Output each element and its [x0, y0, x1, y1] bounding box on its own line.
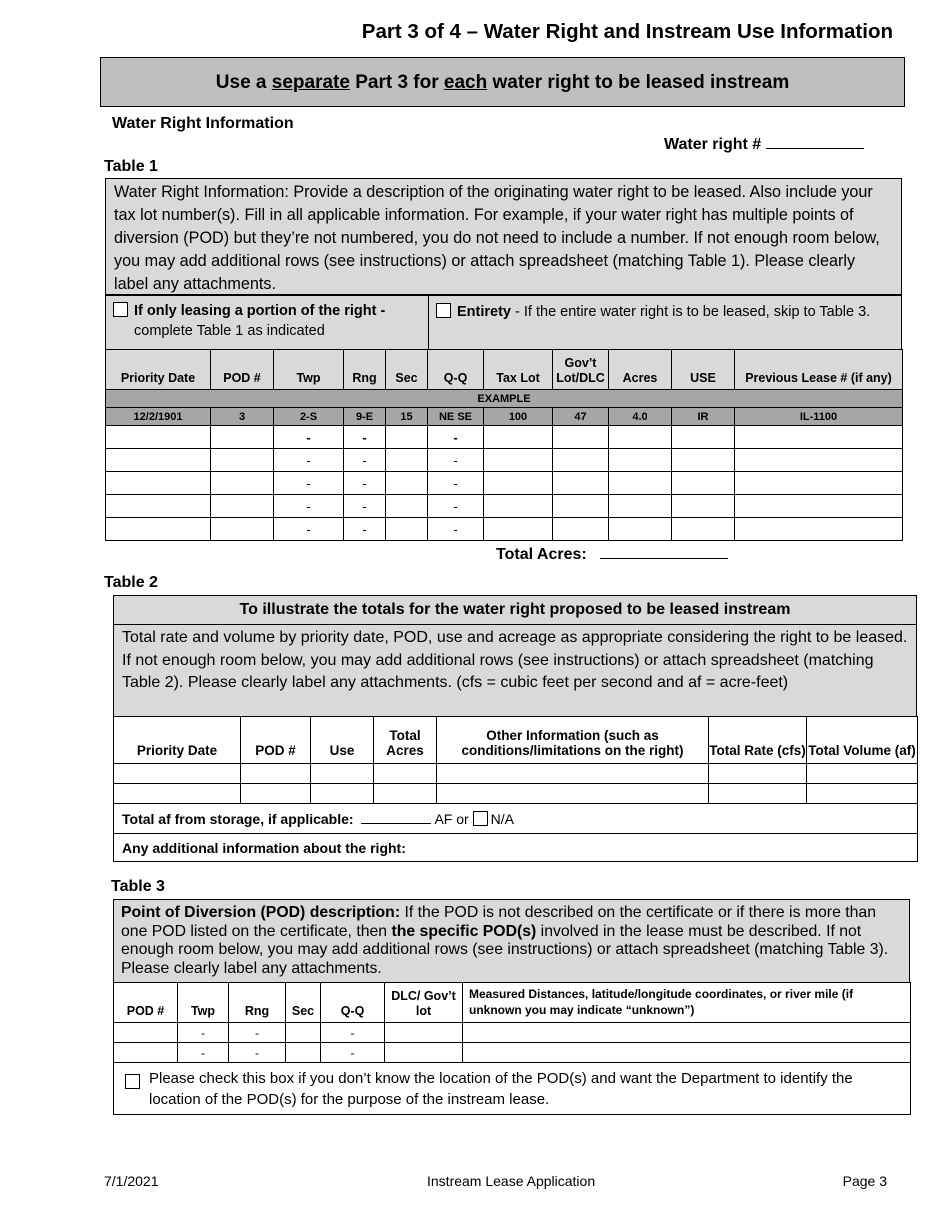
banner-each: each — [443, 72, 488, 93]
t3-col-measured-distances: Measured Distances, latitude/longitude coordinates, or river mile (if unknown you may indicate “unknown”) — [463, 983, 911, 1023]
table1-label: Table 1 — [104, 158, 158, 175]
storage-af-input[interactable] — [361, 813, 431, 824]
col-gov-lot: Gov’t Lot/DLC — [553, 350, 609, 390]
portion-checkbox[interactable] — [113, 302, 128, 317]
table3-description: Point of Diversion (POD) description: If the POD is not described on the certificate or if there is more than one POD listed on the certificate, then the specific POD(s) involved in the lease must be described. If not enough room below, you may add additional rows (see instructions) or attach spreadsheet (matching Table 3). Please clearly label any attachments. — [113, 899, 910, 983]
table1-grid — [105, 349, 903, 541]
t2-col-total-acres: Total Acres — [374, 717, 437, 764]
col-use: USE — [672, 350, 735, 390]
total-acres-input[interactable] — [600, 546, 728, 559]
storage-na-checkbox[interactable] — [473, 811, 488, 826]
example-row: 12/2/1901 3 2-S 9-E 15 NE SE 100 47 4.0 IR IL-1100 — [106, 408, 903, 426]
section-label: Water Right Information — [112, 115, 294, 132]
table2-title: To illustrate the totals for the water right proposed to be leased instream — [114, 596, 916, 625]
col-acres: Acres — [609, 350, 672, 390]
t3-col-pod: POD # — [114, 983, 178, 1023]
t3-col-twp: Twp — [178, 983, 229, 1023]
table2-header — [113, 595, 917, 717]
col-qq: Q-Q — [428, 350, 484, 390]
table-row[interactable]: - - - — [106, 426, 903, 449]
t3-col-sec: Sec — [286, 983, 321, 1023]
col-previous-lease: Previous Lease # (if any) — [735, 350, 903, 390]
table-row[interactable] — [114, 784, 918, 804]
table1-description: Water Right Information: Provide a description of the originating water right to be leased. Also include your tax lot number(s). Fill in all applicable information. For example, if your water right has multiple points of diversion (POD) but they’re not numbered, you do not need to include a number. If not enough room below, you may add additional rows (see instructions) or attach spreadsheet (matching Table 1). Please clearly label any attachments. — [105, 178, 902, 295]
table-row[interactable]: - - - — [106, 449, 903, 472]
t2-col-pod: POD # — [241, 717, 311, 764]
entirety-checkbox[interactable] — [436, 303, 451, 318]
table-row[interactable]: - - - — [106, 495, 903, 518]
water-right-input[interactable] — [766, 136, 864, 149]
footer-date: 7/1/2021 — [104, 1173, 159, 1189]
t2-col-total-rate: Total Rate (cfs) — [709, 717, 807, 764]
table3-label: Table 3 — [111, 878, 165, 895]
footer-title: Instream Lease Application — [427, 1173, 596, 1189]
additional-info-row[interactable]: Any additional information about the right: — [114, 834, 918, 862]
table3-grid — [113, 982, 911, 1115]
table2-grid — [113, 716, 918, 862]
t3-col-rng: Rng — [229, 983, 286, 1023]
t2-col-other-info: Other Information (such as conditions/limitations on the right) — [437, 717, 709, 764]
example-label: EXAMPLE — [106, 390, 903, 408]
footer-page: Page 3 — [842, 1173, 887, 1189]
col-tax-lot: Tax Lot — [484, 350, 553, 390]
total-acres: Total Acres: — [496, 546, 728, 564]
unknown-pod-row: Please check this box if you don’t know the location of the POD(s) and want the Department to identify the location of the POD(s) for the purpose of the instream lease. — [114, 1063, 911, 1115]
water-right-number: Water right # — [664, 136, 864, 154]
t2-col-use: Use — [311, 717, 374, 764]
col-sec: Sec — [386, 350, 428, 390]
table2-label: Table 2 — [104, 574, 158, 591]
col-rng: Rng — [344, 350, 386, 390]
storage-row: Total af from storage, if applicable: AF or N/A — [114, 804, 918, 834]
table-row[interactable]: - - - — [106, 518, 903, 541]
t2-col-priority-date: Priority Date — [114, 717, 241, 764]
col-twp: Twp — [274, 350, 344, 390]
table1-options: If only leasing a portion of the right - complete Table 1 as indicated Entirety - If the entire water right is to be leased, skip to Table 3. — [105, 294, 902, 350]
col-priority-date: Priority Date — [106, 350, 211, 390]
col-pod: POD # — [211, 350, 274, 390]
page-title: Part 3 of 4 – Water Right and Instream Use Information — [361, 20, 893, 43]
table-row[interactable]: - - - — [114, 1043, 911, 1063]
instruction-banner: Use a separate Part 3 for each water right to be leased instream — [100, 57, 905, 107]
banner-separate: separate — [271, 72, 350, 93]
t3-col-qq: Q-Q — [321, 983, 385, 1023]
table2-description: Total rate and volume by priority date, POD, use and acreage as appropriate considering the right to be leased. If not enough room below, you may add additional rows (see instructions) or attach spreadsheet (matching Table 2). Please clearly label any attachments. (cfs = cubic feet per second and af = acre-feet) — [122, 629, 908, 691]
table-row[interactable] — [114, 764, 918, 784]
table-row[interactable]: - - - — [114, 1023, 911, 1043]
table-row[interactable]: - - - — [106, 472, 903, 495]
t3-col-dlc: DLC/ Gov’t lot — [385, 983, 463, 1023]
t2-col-total-volume: Total Volume (af) — [807, 717, 918, 764]
unknown-pod-checkbox[interactable] — [125, 1074, 140, 1089]
